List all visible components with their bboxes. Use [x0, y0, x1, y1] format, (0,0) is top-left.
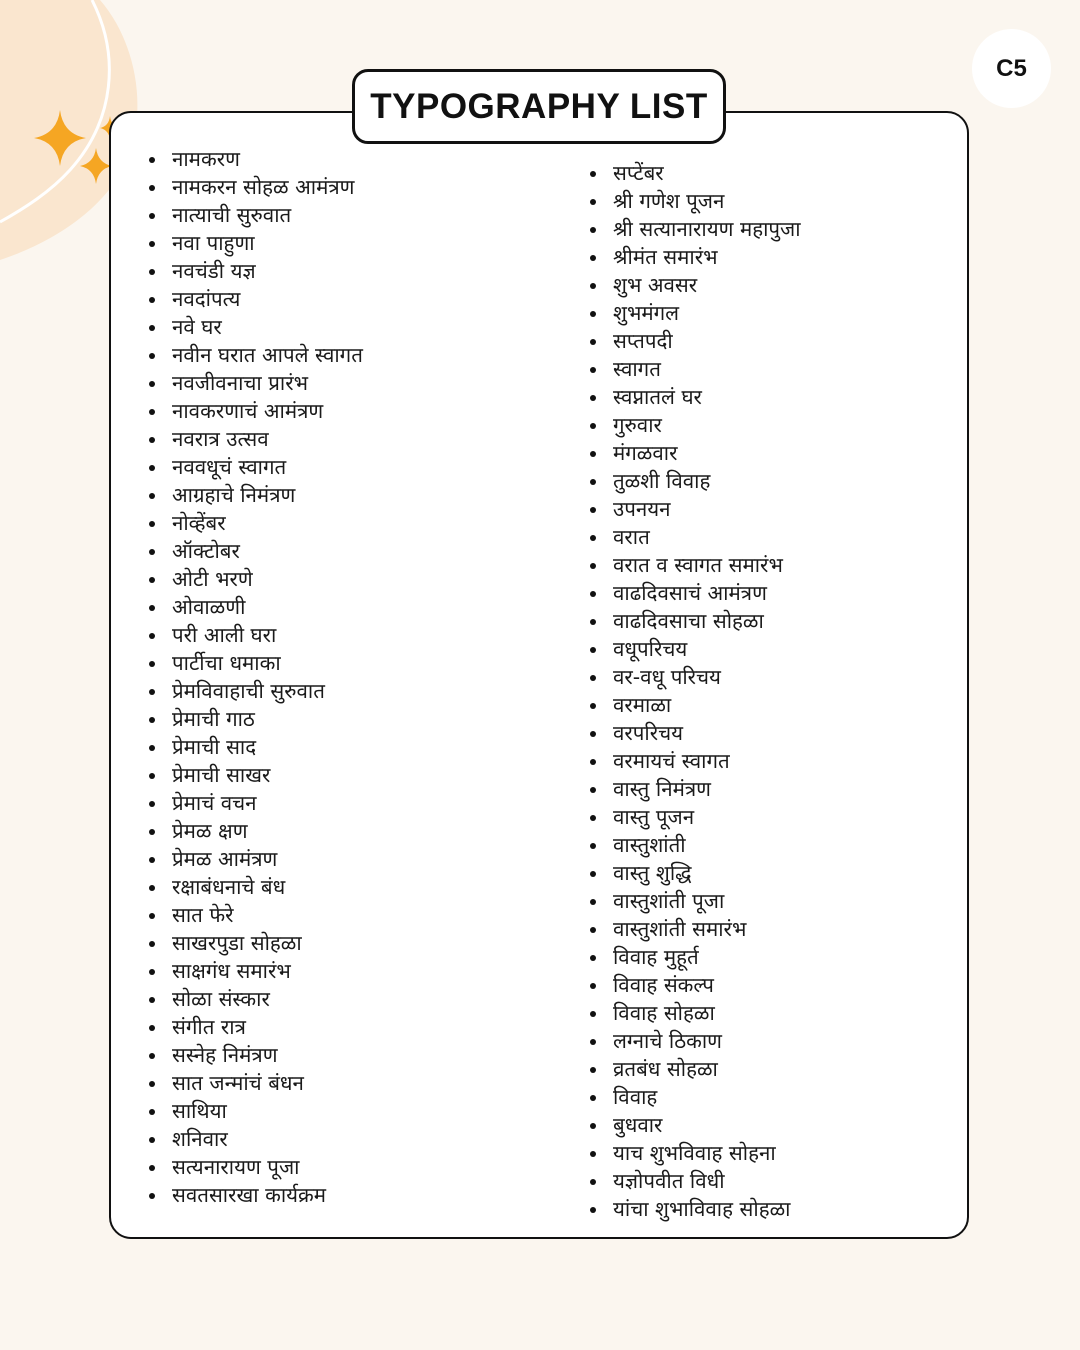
list-item: स्वप्नातलं घर [590, 383, 801, 411]
list-item: वरमाळा [590, 691, 801, 719]
list-item: प्रेमाची साद [149, 733, 363, 761]
list-item: यज्ञोपवीत विधी [590, 1167, 801, 1195]
list-item: सात जन्मांचं बंधन [149, 1069, 363, 1097]
list-item: नवजीवनाचा प्रारंभ [149, 369, 363, 397]
list-item: रक्षाबंधनाचे बंध [149, 873, 363, 901]
list-item: मंगळवार [590, 439, 801, 467]
list-item: व्रतबंध सोहळा [590, 1055, 801, 1083]
list-item: वरात व स्वागत समारंभ [590, 551, 801, 579]
list-item: सस्नेह निमंत्रण [149, 1041, 363, 1069]
list-item: वाढदिवसाचा सोहळा [590, 607, 801, 635]
list-item: नवा पाहुणा [149, 229, 363, 257]
list-item: पार्टीचा धमाका [149, 649, 363, 677]
list-item: साक्षगंध समारंभ [149, 957, 363, 985]
list-right-column [590, 159, 801, 1223]
list-item: नवचंडी यज्ञ [149, 257, 363, 285]
list-item: वरात [590, 523, 801, 551]
list-item: यांचा शुभाविवाह सोहळा [590, 1195, 801, 1223]
list-item: ओटी भरणे [149, 565, 363, 593]
list-item: विवाह सोहळा [590, 999, 801, 1027]
list-item: प्रेमाचं वचन [149, 789, 363, 817]
list-item: सप्टेंबर [590, 159, 801, 187]
list-item: नात्याची सुरुवात [149, 201, 363, 229]
list-item: साथिया [149, 1097, 363, 1125]
list-item: वास्तुशांती पूजा [590, 887, 801, 915]
list-item: लग्नाचे ठिकाण [590, 1027, 801, 1055]
list-item: प्रेमाची साखर [149, 761, 363, 789]
list-item: वाढदिवसाचं आमंत्रण [590, 579, 801, 607]
list-item: सात फेरे [149, 901, 363, 929]
list-item: सत्यनारायण पूजा [149, 1153, 363, 1181]
list-item: याच शुभविवाह सोहना [590, 1139, 801, 1167]
list-item: गुरुवार [590, 411, 801, 439]
list-item: नवे घर [149, 313, 363, 341]
list-item: उपनयन [590, 495, 801, 523]
list-item: शुभमंगल [590, 299, 801, 327]
list-item: सप्तपदी [590, 327, 801, 355]
list-item: वरपरिचय [590, 719, 801, 747]
page-title: TYPOGRAPHY LIST [352, 69, 726, 144]
list-item: परी आली घरा [149, 621, 363, 649]
list-item: विवाह मुहूर्त [590, 943, 801, 971]
list-item: प्रेमळ आमंत्रण [149, 845, 363, 873]
list-item: प्रेमळ क्षण [149, 817, 363, 845]
list-item: ऑक्टोबर [149, 537, 363, 565]
list-item: वास्तु शुद्धि [590, 859, 801, 887]
list-item: शुभ अवसर [590, 271, 801, 299]
list-item: श्री गणेश पूजन [590, 187, 801, 215]
list-item: ओवाळणी [149, 593, 363, 621]
list-item: नववधूचं स्वागत [149, 453, 363, 481]
list-item: प्रेमविवाहाची सुरुवात [149, 677, 363, 705]
list-item: नावकरणाचं आमंत्रण [149, 397, 363, 425]
list-item: नवदांपत्य [149, 285, 363, 313]
list-item: नवीन घरात आपले स्वागत [149, 341, 363, 369]
list-item: आग्रहाचे निमंत्रण [149, 481, 363, 509]
list-item: शनिवार [149, 1125, 363, 1153]
list-item: सवतसारखा कार्यक्रम [149, 1181, 363, 1209]
list-item: वर-वधू परिचय [590, 663, 801, 691]
list-item: श्री सत्यानारायण महापुजा [590, 215, 801, 243]
list-item: वधूपरिचय [590, 635, 801, 663]
list-item: विवाह संकल्प [590, 971, 801, 999]
list-item: श्रीमंत समारंभ [590, 243, 801, 271]
list-left-column [149, 145, 363, 1209]
list-item: नामकरन सोहळ आमंत्रण [149, 173, 363, 201]
list-item: तुळशी विवाह [590, 467, 801, 495]
list-item: नवरात्र उत्सव [149, 425, 363, 453]
list-item: नोव्हेंबर [149, 509, 363, 537]
list-item: प्रेमाची गाठ [149, 705, 363, 733]
list-item: बुधवार [590, 1111, 801, 1139]
list-item: वास्तु निमंत्रण [590, 775, 801, 803]
list-item: वरमायचं स्वागत [590, 747, 801, 775]
list-item: साखरपुडा सोहळा [149, 929, 363, 957]
list-item: स्वागत [590, 355, 801, 383]
list-item: वास्तुशांती समारंभ [590, 915, 801, 943]
list-item: नामकरण [149, 145, 363, 173]
list-item: वास्तुशांती [590, 831, 801, 859]
list-item: सोळा संस्कार [149, 985, 363, 1013]
list-item: विवाह [590, 1083, 801, 1111]
list-item: संगीत रात्र [149, 1013, 363, 1041]
list-item: वास्तु पूजन [590, 803, 801, 831]
page-badge: C5 [972, 29, 1051, 108]
